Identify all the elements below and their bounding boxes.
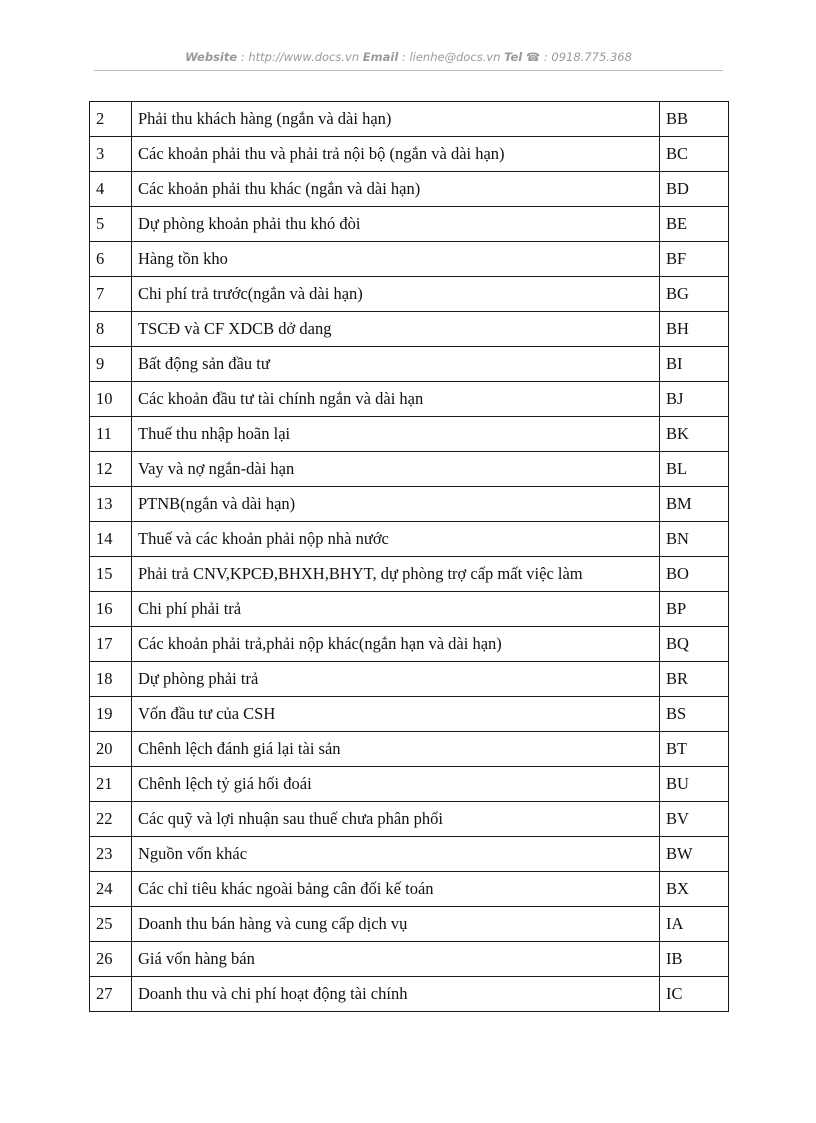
- row-description: Bất động sản đầu tư: [132, 347, 660, 382]
- row-code: BF: [660, 242, 729, 277]
- row-description: Các khoản đầu tư tài chính ngắn và dài hạn: [132, 382, 660, 417]
- tel-label: Tel: [504, 50, 523, 64]
- table-row: [90, 557, 729, 592]
- table-row: [90, 312, 729, 347]
- row-number: 25: [90, 907, 132, 942]
- row-description: Dự phòng khoản phải thu khó đòi: [132, 207, 660, 242]
- row-description: Thuế thu nhập hoãn lại: [132, 417, 660, 452]
- row-code: BU: [660, 767, 729, 802]
- website-label: Website: [185, 50, 238, 64]
- row-number: 22: [90, 802, 132, 837]
- row-number: 8: [90, 312, 132, 347]
- table-row: [90, 592, 729, 627]
- row-code: BS: [660, 697, 729, 732]
- row-code: IB: [660, 942, 729, 977]
- row-code: BV: [660, 802, 729, 837]
- row-description: Thuế và các khoản phải nộp nhà nước: [132, 522, 660, 557]
- row-description: Các quỹ và lợi nhuận sau thuế chưa phân phối: [132, 802, 660, 837]
- row-description: Hàng tồn kho: [132, 242, 660, 277]
- row-description: Vốn đầu tư của CSH: [132, 697, 660, 732]
- row-code: BM: [660, 487, 729, 522]
- table-body: [90, 102, 729, 1012]
- row-code: BC: [660, 137, 729, 172]
- row-description: Doanh thu bán hàng và cung cấp dịch vụ: [132, 907, 660, 942]
- row-code: BW: [660, 837, 729, 872]
- table-row: [90, 907, 729, 942]
- row-description: Dự phòng phải trả: [132, 662, 660, 697]
- table-row: [90, 732, 729, 767]
- phone-icon: ☎: [525, 50, 541, 64]
- row-description: Các khoản phải thu và phải trả nội bộ (ngắn và dài hạn): [132, 137, 660, 172]
- row-code: BL: [660, 452, 729, 487]
- table-row: [90, 102, 729, 137]
- row-number: 9: [90, 347, 132, 382]
- row-code: BN: [660, 522, 729, 557]
- row-description: Chênh lệch tỷ giá hối đoái: [132, 767, 660, 802]
- email-label: Email: [362, 50, 399, 64]
- row-number: 7: [90, 277, 132, 312]
- row-code: BT: [660, 732, 729, 767]
- row-description: Các chỉ tiêu khác ngoài bảng cân đối kế toán: [132, 872, 660, 907]
- row-number: 12: [90, 452, 132, 487]
- row-description: Các khoản phải trả,phải nộp khác(ngắn hạn và dài hạn): [132, 627, 660, 662]
- row-code: IC: [660, 977, 729, 1012]
- table-row: [90, 697, 729, 732]
- row-number: 16: [90, 592, 132, 627]
- page-header: [94, 50, 723, 64]
- table-row: [90, 802, 729, 837]
- table-row: [90, 347, 729, 382]
- row-number: 27: [90, 977, 132, 1012]
- table-row: [90, 627, 729, 662]
- row-number: 4: [90, 172, 132, 207]
- row-number: 26: [90, 942, 132, 977]
- table-row: [90, 207, 729, 242]
- row-number: 6: [90, 242, 132, 277]
- table-row: [90, 382, 729, 417]
- row-number: 19: [90, 697, 132, 732]
- row-description: Doanh thu và chi phí hoạt động tài chính: [132, 977, 660, 1012]
- tel-value: : 0918.775.368: [543, 50, 632, 64]
- row-code: IA: [660, 907, 729, 942]
- row-number: 10: [90, 382, 132, 417]
- row-code: BE: [660, 207, 729, 242]
- account-code-table: [89, 101, 729, 1012]
- table-row: [90, 452, 729, 487]
- row-code: BI: [660, 347, 729, 382]
- table-row: [90, 662, 729, 697]
- row-code: BP: [660, 592, 729, 627]
- row-code: BX: [660, 872, 729, 907]
- row-description: Giá vốn hàng bán: [132, 942, 660, 977]
- table-row: [90, 977, 729, 1012]
- table-row: [90, 277, 729, 312]
- table-row: [90, 522, 729, 557]
- row-code: BG: [660, 277, 729, 312]
- table-row: [90, 417, 729, 452]
- row-description: Chi phí phải trả: [132, 592, 660, 627]
- row-number: 2: [90, 102, 132, 137]
- row-number: 13: [90, 487, 132, 522]
- row-number: 21: [90, 767, 132, 802]
- row-number: 14: [90, 522, 132, 557]
- row-number: 17: [90, 627, 132, 662]
- row-number: 23: [90, 837, 132, 872]
- email-value: : lienhe@docs.vn: [401, 50, 501, 64]
- table-row: [90, 137, 729, 172]
- row-code: BR: [660, 662, 729, 697]
- row-code: BO: [660, 557, 729, 592]
- row-description: Nguồn vốn khác: [132, 837, 660, 872]
- row-description: Chênh lệch đánh giá lại tài sản: [132, 732, 660, 767]
- row-description: TSCĐ và CF XDCB dở dang: [132, 312, 660, 347]
- row-description: Chi phí trả trước(ngắn và dài hạn): [132, 277, 660, 312]
- row-description: Phải thu khách hàng (ngắn và dài hạn): [132, 102, 660, 137]
- row-number: 11: [90, 417, 132, 452]
- row-code: BH: [660, 312, 729, 347]
- row-description: Các khoản phải thu khác (ngắn và dài hạn): [132, 172, 660, 207]
- table-row: [90, 242, 729, 277]
- table-row: [90, 942, 729, 977]
- row-description: Vay và nợ ngắn-dài hạn: [132, 452, 660, 487]
- row-code: BD: [660, 172, 729, 207]
- row-code: BK: [660, 417, 729, 452]
- website-value: : http://www.docs.vn: [240, 50, 360, 64]
- table-row: [90, 172, 729, 207]
- row-number: 18: [90, 662, 132, 697]
- row-code: BB: [660, 102, 729, 137]
- table-row: [90, 837, 729, 872]
- row-number: 3: [90, 137, 132, 172]
- row-number: 5: [90, 207, 132, 242]
- table-row: [90, 767, 729, 802]
- row-code: BJ: [660, 382, 729, 417]
- header-divider: [94, 70, 723, 71]
- row-number: 24: [90, 872, 132, 907]
- row-description: Phải trả CNV,KPCĐ,BHXH,BHYT, dự phòng trợ cấp mất việc làm: [132, 557, 660, 592]
- table-row: [90, 872, 729, 907]
- row-code: BQ: [660, 627, 729, 662]
- row-description: PTNB(ngắn và dài hạn): [132, 487, 660, 522]
- row-number: 20: [90, 732, 132, 767]
- table-row: [90, 487, 729, 522]
- row-number: 15: [90, 557, 132, 592]
